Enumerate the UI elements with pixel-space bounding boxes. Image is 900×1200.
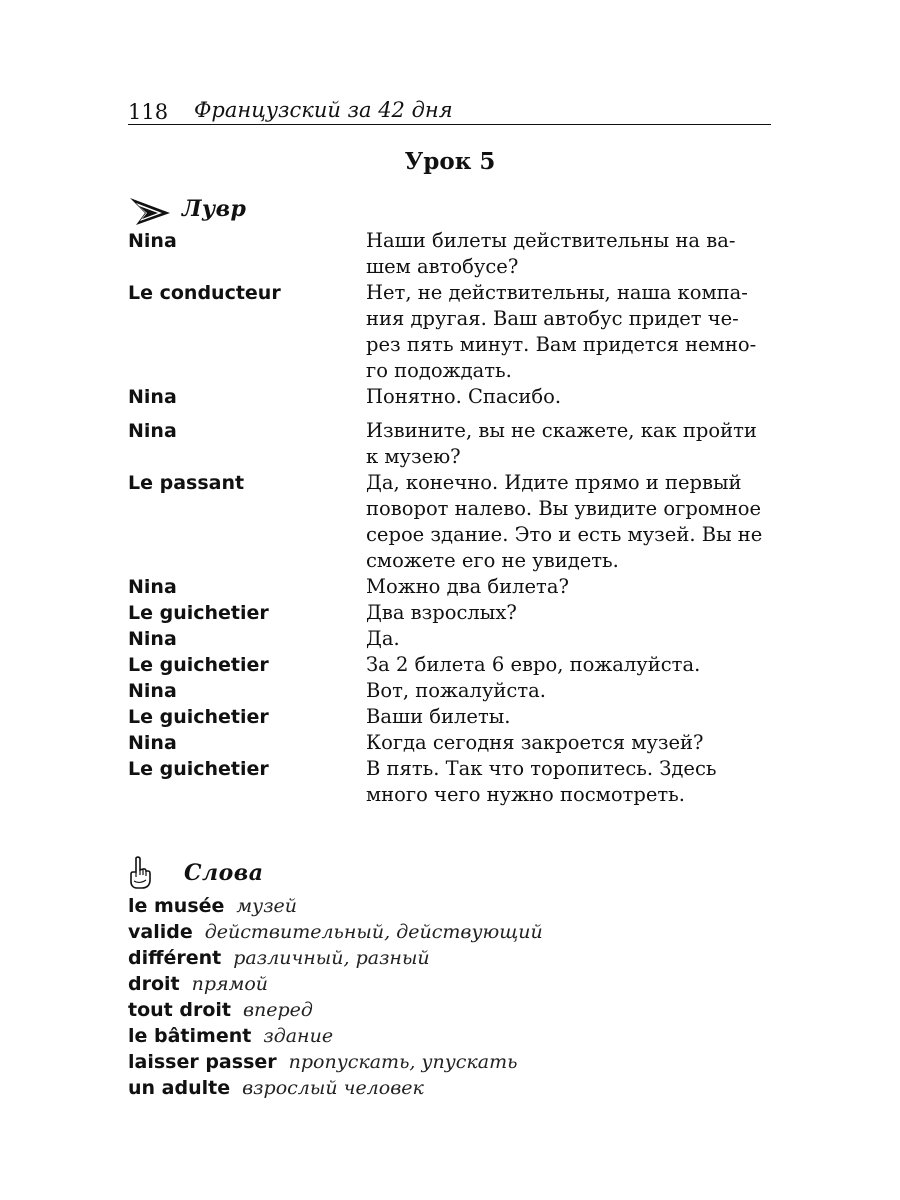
speech-text: Два взрослых? <box>366 601 517 624</box>
speech-text: Да, конечно. Идите прямо и первый поворот налево. Вы увидите огромное серое здание. Это и есть музей. Вы не сможете его не увидеть. <box>366 471 763 572</box>
dialogue-line <box>128 626 788 652</box>
vocab-russian: различный, разный <box>233 947 430 969</box>
pointing-hand-icon <box>128 856 152 894</box>
speaker-name: Nina <box>128 732 177 754</box>
speaker-name: Nina <box>128 420 177 442</box>
vocab-french: différent <box>128 947 222 969</box>
vocab-french: laisser passer <box>128 1051 277 1073</box>
vocab-french: le bâtiment <box>128 1025 252 1047</box>
speaker-name: Le guichetier <box>128 654 269 676</box>
dialogue-line <box>128 418 788 470</box>
dialogue-section-title: Лувр <box>182 196 247 222</box>
speaker-name: Nina <box>128 230 177 252</box>
speech-text: Извините, вы не скажете, как пройти к музею? <box>366 419 757 468</box>
vocab-russian: действительный, действующий <box>204 921 543 943</box>
dialogue-line <box>128 384 788 410</box>
vocab-french: valide <box>128 921 193 943</box>
vocab-item <box>128 945 788 971</box>
lesson-title: Урок 5 <box>404 148 496 175</box>
dialogue-line <box>128 600 788 626</box>
vocab-french: tout droit <box>128 999 231 1021</box>
speech-text: Понятно. Спасибо. <box>366 385 562 408</box>
dialogue-section-heading <box>128 192 528 232</box>
vocab-russian: прямой <box>191 973 269 995</box>
vocab-section-title: Слова <box>184 860 264 886</box>
dialogue-line <box>128 280 788 384</box>
vocab-item <box>128 1049 788 1075</box>
speaker-name: Nina <box>128 680 177 702</box>
speech-text: В пять. Так что торопитесь. Здесь много чего нужно посмотреть. <box>366 757 717 806</box>
speech-text: За 2 билета 6 евро, пожалуйста. <box>366 653 701 676</box>
speech-text: Да. <box>366 627 400 650</box>
vocab-russian: пропускать, упускать <box>288 1051 518 1073</box>
dialogue-line <box>128 678 788 704</box>
vocabulary-list <box>128 893 788 1101</box>
vocab-french: un adulte <box>128 1077 231 1099</box>
speech-text: Ваши билеты. <box>366 705 511 728</box>
speech-text: Нет, не действительны, наша компа- ния другая. Ваш автобус придет че- рез пять минут. Вам придется немно- го подождать. <box>366 281 757 382</box>
vocab-french: le musée <box>128 895 225 917</box>
running-header <box>128 98 771 125</box>
speech-text: Можно два билета? <box>366 575 569 598</box>
speech-text: Наши билеты действительны на ва- шем автобусе? <box>366 229 736 278</box>
speaker-name: Le passant <box>128 472 245 494</box>
vocab-item <box>128 919 788 945</box>
speaker-name: Nina <box>128 628 177 650</box>
dialogue-line <box>128 470 788 574</box>
dialogue-line <box>128 756 788 808</box>
speaker-name: Le guichetier <box>128 602 269 624</box>
dialogue-line <box>128 704 788 730</box>
dialogue <box>128 228 788 808</box>
speaker-name: Nina <box>128 386 177 408</box>
arrow-pointer-icon <box>128 192 172 232</box>
vocab-item <box>128 971 788 997</box>
vocab-item <box>128 1075 788 1101</box>
page-number: 118 <box>128 100 169 124</box>
vocab-item <box>128 1023 788 1049</box>
vocab-french: droit <box>128 973 180 995</box>
vocab-item <box>128 893 788 919</box>
dialogue-line <box>128 652 788 678</box>
speech-text: Вот, пожалуйста. <box>366 679 546 702</box>
speaker-name: Le guichetier <box>128 706 269 728</box>
dialogue-line <box>128 730 788 756</box>
speaker-name: Le conducteur <box>128 282 281 304</box>
vocab-russian: вперед <box>242 999 313 1021</box>
book-title: Французский за 42 дня <box>194 98 453 122</box>
vocab-item <box>128 997 788 1023</box>
speech-text: Когда сегодня закроется музей? <box>366 731 704 754</box>
vocab-russian: музей <box>236 895 298 917</box>
vocab-russian: взрослый человек <box>242 1077 424 1099</box>
speaker-name: Le guichetier <box>128 758 269 780</box>
vocab-russian: здание <box>263 1025 334 1047</box>
vocab-section-heading <box>128 856 528 896</box>
dialogue-line <box>128 228 788 280</box>
speaker-name: Nina <box>128 576 177 598</box>
dialogue-line <box>128 574 788 600</box>
